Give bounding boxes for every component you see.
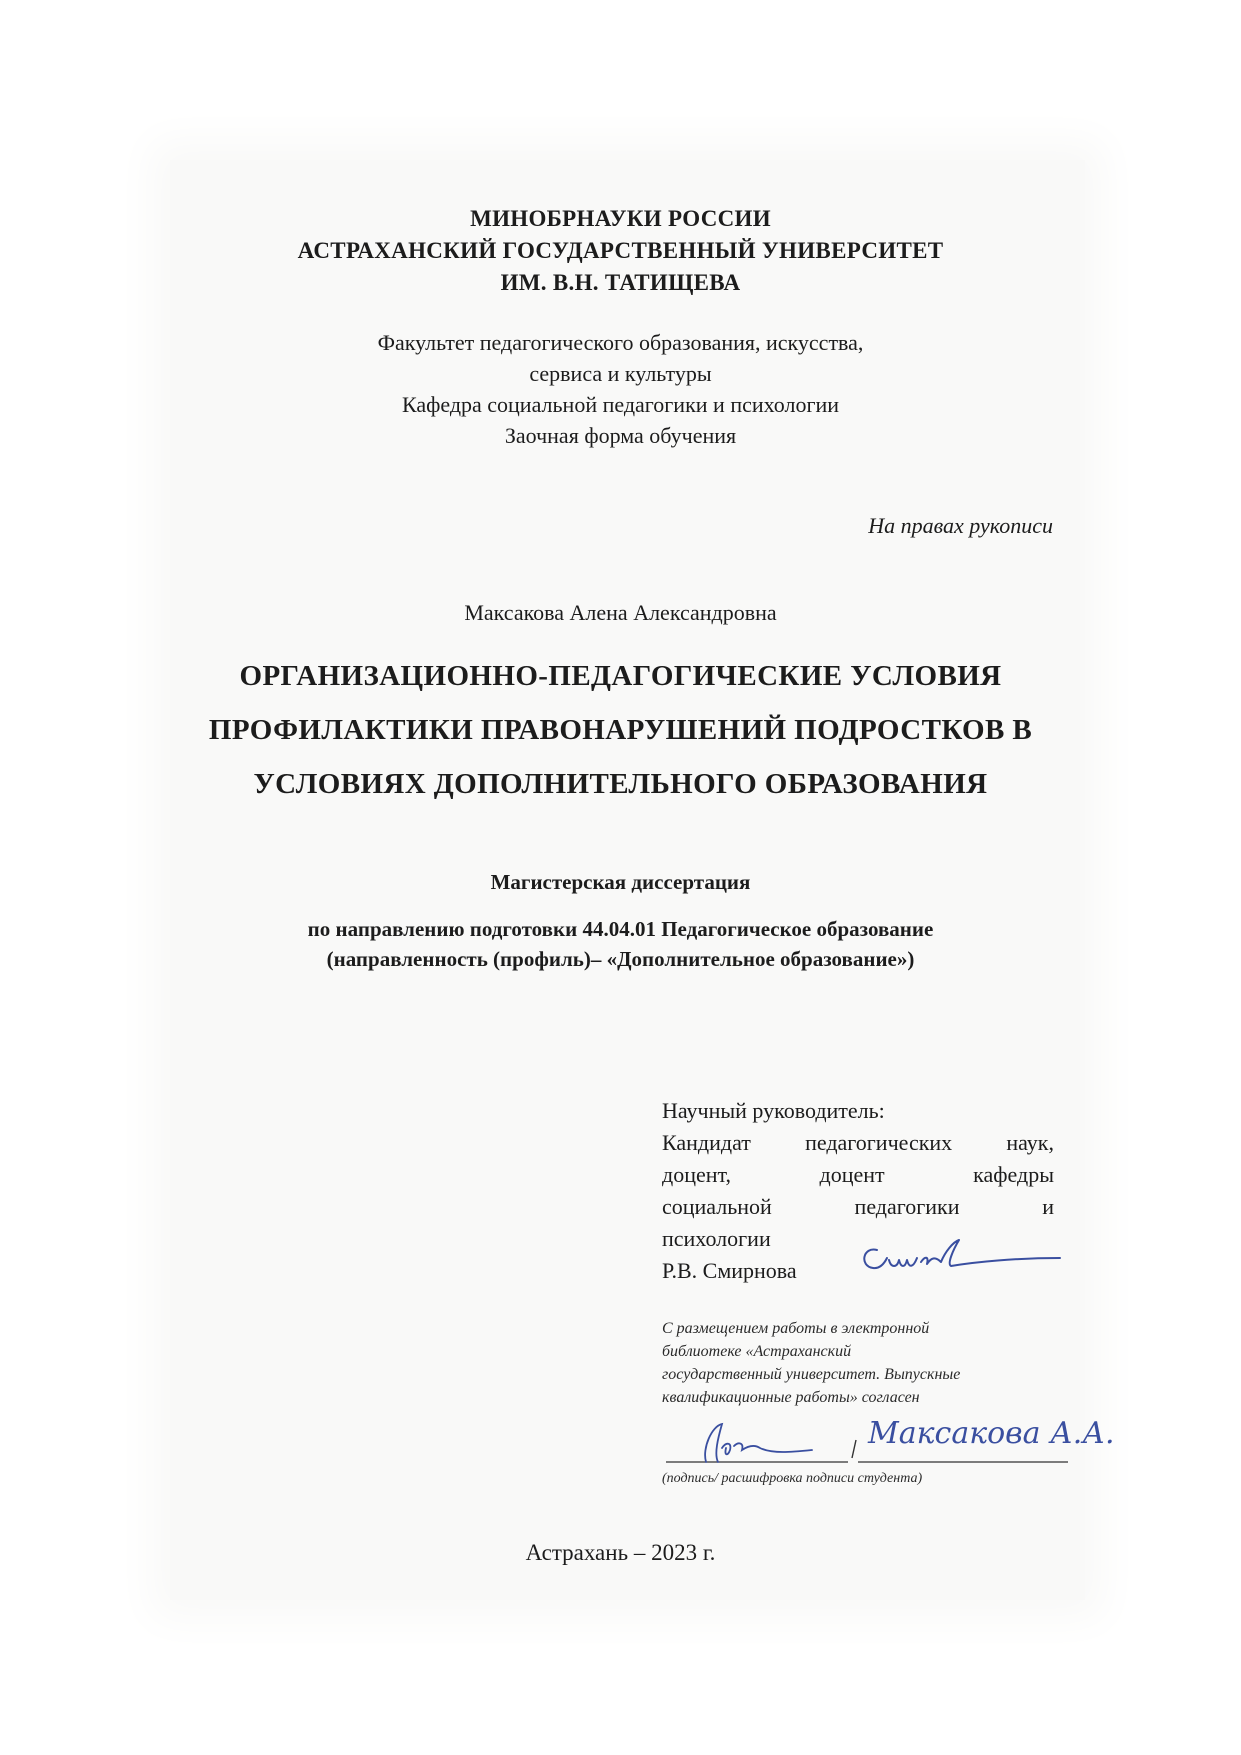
supervisor-word: Кандидат (662, 1130, 751, 1155)
direction-line-2: (направленность (профиль)– «Дополнительное образование») (326, 947, 915, 971)
study-form: Заочная форма обучения (504, 423, 737, 448)
manuscript-note: На правах рукописи (868, 513, 1053, 538)
ministry-heading: МИНОБРНАУКИ РОССИИ (470, 206, 771, 231)
supervisor-word: доцент, (662, 1162, 731, 1187)
supervisor-department-end: психологии (662, 1226, 771, 1251)
supervisor-signature (855, 1232, 1065, 1292)
city-year: Астрахань – 2023 г. (525, 1540, 716, 1565)
supervisor-label: Научный руководитель: (662, 1098, 885, 1123)
supervisor-word: социальной (662, 1194, 772, 1219)
signature-caption: (подпись/ расшифровка подписи студента) (662, 1471, 923, 1486)
supervisor-word: и (1042, 1194, 1054, 1219)
supervisor-position-line (662, 1162, 1054, 1188)
supervisor-word: педагогики (854, 1194, 960, 1219)
thesis-title-line-2: ПРОФИЛАКТИКИ ПРАВОНАРУШЕНИЙ ПОДРОСТКОВ В (208, 714, 1033, 746)
supervisor-word: педагогических (805, 1130, 953, 1155)
supervisor-degree-line (662, 1130, 1054, 1156)
supervisor-word: кафедры (973, 1162, 1054, 1187)
supervisor-word: наук, (1006, 1130, 1054, 1155)
work-type: Магистерская диссертация (490, 870, 751, 894)
faculty-line-2: сервиса и культуры (529, 361, 712, 386)
consent-line-2: библиотеке «Астраханский (662, 1343, 852, 1360)
supervisor-word: доцент (819, 1162, 885, 1187)
faculty-line-1: Факультет педагогического образования, искусства, (377, 330, 864, 355)
direction-line-1: по направлению подготовки 44.04.01 Педагогическое образование (307, 917, 934, 941)
department-name: Кафедра социальной педагогики и психологии (401, 392, 840, 417)
consent-line-1: С размещением работы в электронной (662, 1320, 930, 1337)
author-name: Максакова Алена Александровна (464, 600, 777, 625)
supervisor-department-line (662, 1194, 1054, 1220)
supervisor-name: Р.В. Смирнова (662, 1258, 797, 1283)
thesis-title-line-1: ОРГАНИЗАЦИОННО-ПЕДАГОГИЧЕСКИЕ УСЛОВИЯ (239, 660, 1002, 692)
university-heading: АСТРАХАНСКИЙ ГОСУДАРСТВЕННЫЙ УНИВЕРСИТЕТ (297, 238, 944, 263)
student-handwritten-name: Максакова А.А. (868, 1416, 1115, 1451)
thesis-title-line-3: УСЛОВИЯХ ДОПОЛНИТЕЛЬНОГО ОБРАЗОВАНИЯ (253, 768, 988, 800)
consent-line-3: государственный университет. Выпускные (662, 1366, 961, 1383)
university-name-heading: ИМ. В.Н. ТАТИЩЕВА (500, 270, 741, 295)
consent-line-4: квалификационные работы» согласен (662, 1389, 920, 1406)
